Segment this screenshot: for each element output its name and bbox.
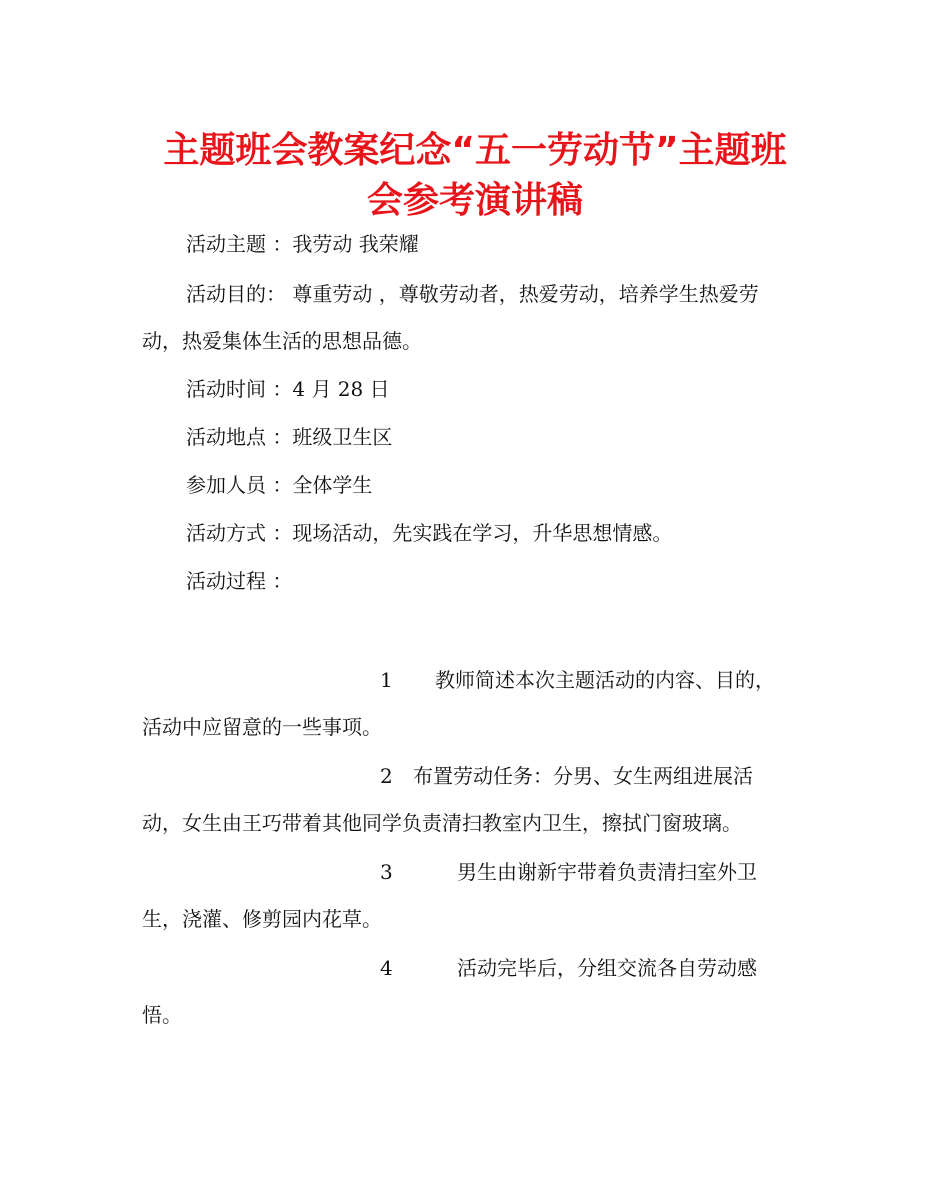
step-number: 3 (380, 860, 393, 884)
field-purpose-line-1: 活动目的： 尊重劳动 ，尊敬劳动者，热爱劳动，培养学生热爱劳 (186, 282, 759, 306)
field-purpose-line-2: 动，热爱集体生活的思想品德。 (142, 329, 422, 353)
title-line-2: 会参考演讲稿 (366, 180, 583, 221)
step-text-line-1: 男生由谢新宇带着负责清扫室外卫 (457, 860, 757, 884)
step-text-line-1: 活动完毕后，分组交流各自劳动感 (457, 956, 757, 980)
step-text-line-2: 动，女生由王巧带着其他同学负责清扫教室内卫生，擦拭门窗玻璃。 (142, 811, 742, 835)
step-number: 2 (380, 764, 393, 788)
field-participants: 参加人员 ：全体学生 (186, 473, 373, 497)
step-text-line-2: 活动中应留意的一些事项。 (142, 715, 382, 739)
step-number: 1 (380, 668, 393, 692)
field-theme: 活动主题 ：我劳动 我荣耀 (186, 232, 419, 256)
field-place: 活动地点 ：班级卫生区 (186, 425, 393, 449)
step-text-line-2: 生，浇灌、修剪园内花草。 (142, 907, 382, 931)
field-process: 活动过程 ： (186, 569, 293, 593)
step-text-line-1: 教师简述本次主题活动的内容、目的， (435, 668, 775, 692)
step-text-line-1: 布置劳动任务：分男、女生两组进展活 (413, 764, 753, 788)
title-line-1: 主题班会教案纪念“五一劳动节”主题班 (163, 130, 787, 171)
field-time: 活动时间 ：4 月 28 日 (186, 377, 390, 401)
step-text-line-2: 悟。 (142, 1003, 182, 1027)
step-number: 4 (380, 956, 393, 980)
field-method: 活动方式 ：现场活动，先实践在学习，升华思想情感。 (186, 521, 673, 545)
document-title (100, 126, 850, 226)
